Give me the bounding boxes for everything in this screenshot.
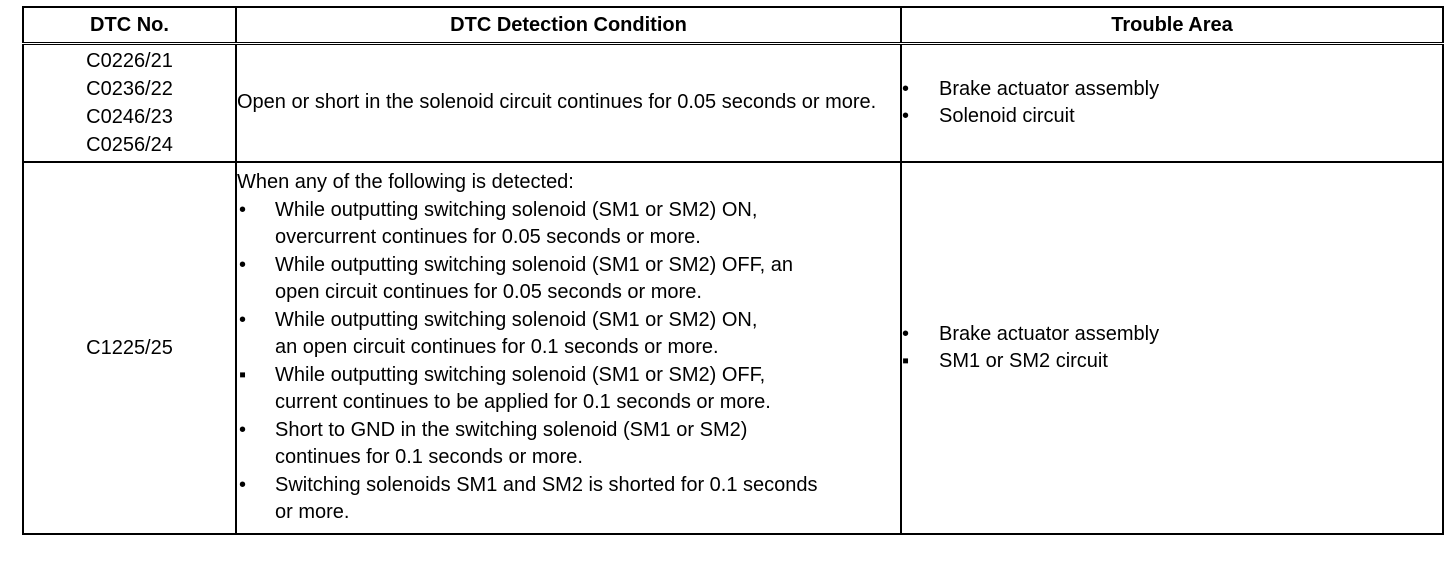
condition-line: While outputting switching solenoid (SM1 or SM2) OFF, an xyxy=(275,253,793,276)
dtc-code-cell xyxy=(23,162,236,534)
condition-text: Open or short in the solenoid circuit continues for 0.05 seconds or more. xyxy=(237,91,877,114)
bullet-icon: • xyxy=(239,473,247,496)
trouble-area-cell xyxy=(901,162,1443,534)
condition-intro: When any of the following is detected: xyxy=(237,171,574,194)
condition-line: continues for 0.1 seconds or more. xyxy=(275,446,583,469)
detection-condition-cell xyxy=(236,162,901,534)
list-item xyxy=(902,103,1442,131)
trouble-area-cell xyxy=(901,44,1443,163)
condition-line: overcurrent continues for 0.05 seconds or more. xyxy=(275,226,701,249)
trouble-area-text: Brake actuator assembly xyxy=(939,77,1160,100)
dtc-code: C0236/22 xyxy=(86,78,173,100)
list-item xyxy=(237,307,900,362)
trouble-area-list xyxy=(902,76,1442,131)
table-row xyxy=(23,162,1443,534)
bullet-icon: ▪ xyxy=(239,363,247,386)
condition-list xyxy=(237,197,900,527)
list-item xyxy=(902,321,1442,349)
condition-line: an open circuit continues for 0.1 seconds or more. xyxy=(275,336,719,359)
list-item xyxy=(237,197,900,252)
list-item xyxy=(902,348,1442,376)
dtc-table xyxy=(22,6,1444,535)
condition-line: or more. xyxy=(275,501,350,524)
trouble-area-list xyxy=(902,321,1442,376)
dtc-code: C0246/23 xyxy=(86,106,173,128)
detection-condition-cell xyxy=(236,44,901,163)
bullet-icon: • xyxy=(902,322,910,345)
list-item xyxy=(237,472,900,527)
condition-line: open circuit continues for 0.05 seconds or more. xyxy=(275,281,702,304)
condition-line: Switching solenoids SM1 and SM2 is shorted for 0.1 seconds xyxy=(275,473,818,496)
condition-line: While outputting switching solenoid (SM1 or SM2) ON, xyxy=(275,308,758,331)
condition-line: current continues to be applied for 0.1 seconds or more. xyxy=(275,391,771,414)
list-item xyxy=(237,252,900,307)
bullet-icon: • xyxy=(239,198,247,221)
dtc-code: C0256/24 xyxy=(86,134,173,156)
header-trouble-area: Trouble Area xyxy=(901,7,1443,44)
bullet-icon: • xyxy=(902,77,910,100)
bullet-icon: ▪ xyxy=(902,350,910,372)
list-item xyxy=(237,362,900,417)
dtc-code: C1225/25 xyxy=(86,337,173,359)
header-row xyxy=(23,7,1443,44)
trouble-area-text: Solenoid circuit xyxy=(939,105,1075,127)
dtc-code: C0226/21 xyxy=(86,50,173,72)
bullet-icon: • xyxy=(239,253,247,276)
header-detection-condition: DTC Detection Condition xyxy=(236,7,901,44)
condition-line: While outputting switching solenoid (SM1 or SM2) ON, xyxy=(275,198,758,221)
bullet-icon: • xyxy=(239,308,247,331)
condition-line: Short to GND in the switching solenoid (SM1 or SM2) xyxy=(275,418,748,441)
table-row xyxy=(23,44,1443,163)
condition-line: While outputting switching solenoid (SM1 or SM2) OFF, xyxy=(275,363,766,386)
header-dtc-no: DTC No. xyxy=(23,7,236,44)
bullet-icon: • xyxy=(902,105,910,127)
list-item xyxy=(237,417,900,472)
list-item xyxy=(902,76,1442,104)
dtc-code-cell xyxy=(23,44,236,163)
trouble-area-text: Brake actuator assembly xyxy=(939,322,1160,345)
trouble-area-text: SM1 or SM2 circuit xyxy=(939,350,1108,372)
bullet-icon: • xyxy=(239,418,247,441)
